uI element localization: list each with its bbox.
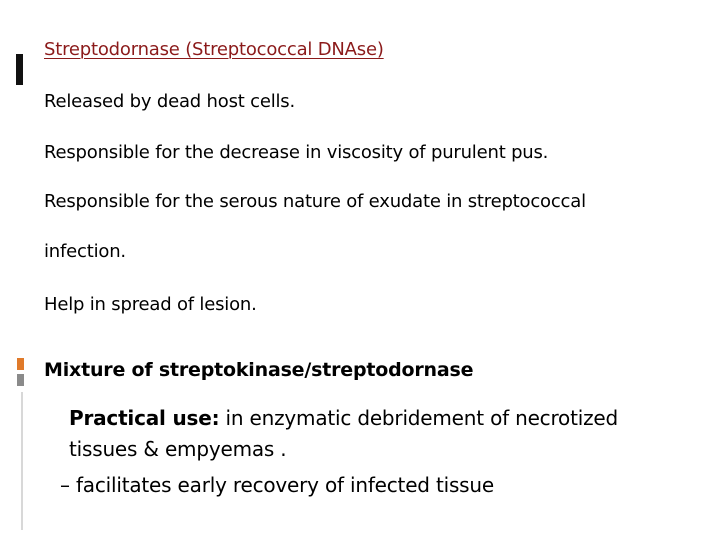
- accent-bar-top: [16, 54, 23, 85]
- line-released: Released by dead host cells.: [44, 91, 296, 112]
- accent-bar-gray: [17, 374, 24, 386]
- line-facilitates: – facilitates early recovery of infected tissue: [60, 473, 494, 497]
- slide-heading: Streptodornase (Streptococcal DNAse): [44, 39, 384, 60]
- line-viscosity: Responsible for the decrease in viscosity of purulent pus.: [44, 142, 549, 163]
- line-serous: Responsible for the serous nature of exudate in streptococcal: [44, 191, 586, 212]
- subheading-mixture: Mixture of streptokinase/streptodornase: [44, 359, 474, 381]
- accent-bar-light: [21, 392, 23, 530]
- practical-use-text: in enzymatic debridement of necrotized tissues & empyemas .: [69, 406, 618, 461]
- line-spread: Help in spread of lesion.: [44, 294, 257, 315]
- practical-use-paragraph: [69, 403, 689, 465]
- accent-bar-orange: [17, 358, 24, 370]
- line-infection: infection.: [44, 241, 126, 262]
- practical-use-label: Practical use:: [69, 406, 220, 430]
